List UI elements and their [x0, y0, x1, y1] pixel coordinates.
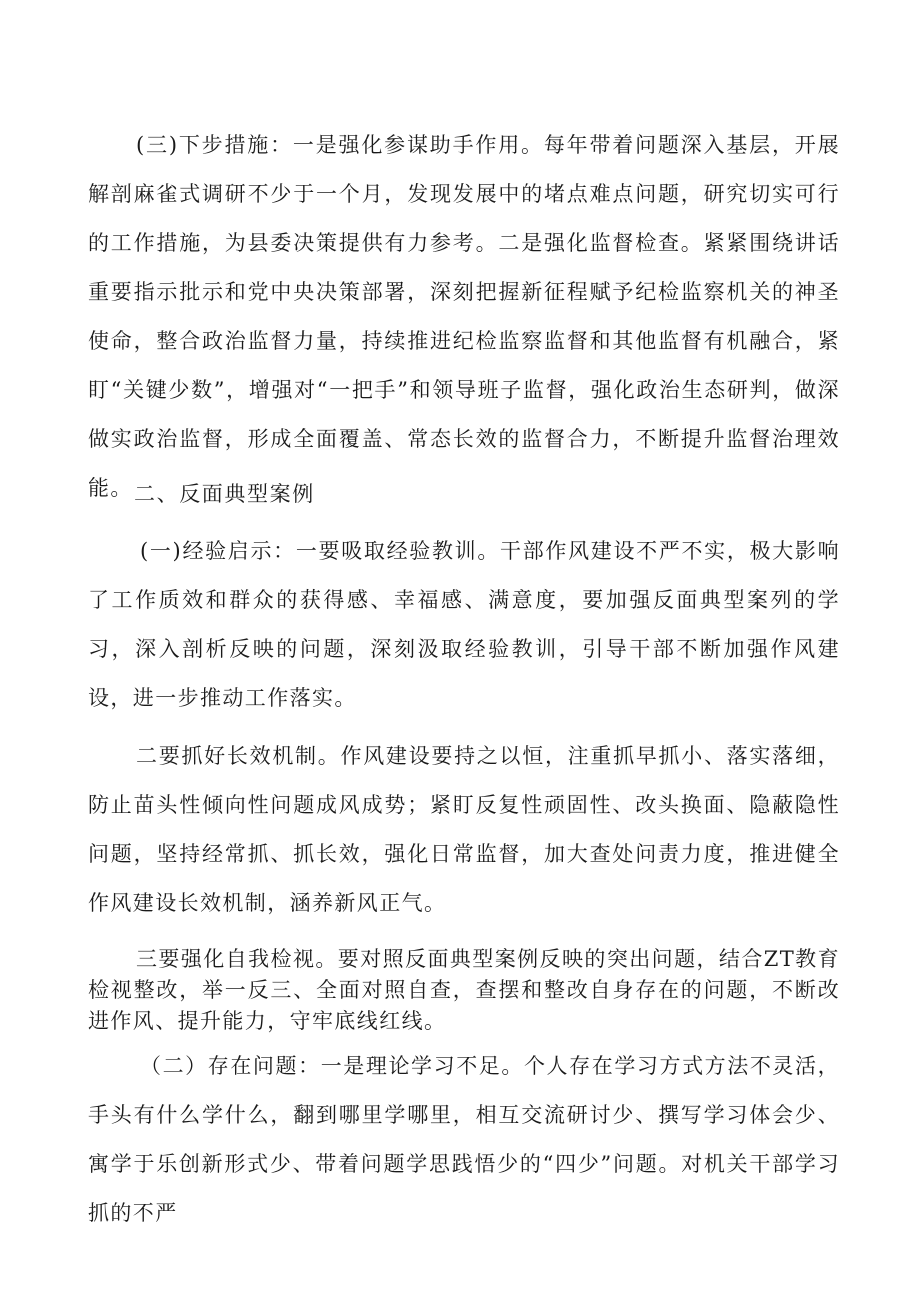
paragraph-self-examination: 三要强化自我检视。要对照反面典型案例反映的突出问题，结合ZT教育检视整改，举一反三、全面对照自查，查摆和整改自身存在的问题，不断改进作风、提升能力，守牢底线红线。 — [88, 947, 840, 1033]
section-heading-negative-cases: 二、反面典型案例 — [134, 482, 315, 506]
paragraph-lessons-learned: (一)经验启示：一要吸取经验教训。干部作风建设不严不实，极大影响了工作质效和群众的获得感、幸福感、满意度，要加强反面典型案列的学习，深入剖析反映的问题，深刻汲取经验教训，引导干部不断加强作风建设，进一步推动工作落实。 — [88, 539, 840, 710]
paragraph-existing-problems: （二）存在问题：一是理论学习不足。个人存在学习方式方法不灵活，手头有什么学什么，翻到哪里学哪里，相互交流研讨少、撰写学习体会少、寓学于乐创新形式少、带着问题学思践悟少的“四少”问题。对机关干部学习抓的不严 — [88, 1054, 840, 1225]
paragraph-next-steps: (三)下步措施：一是强化参谋助手作用。每年带着问题深入基层，开展解剖麻雀式调研不少于一个月，发现发展中的堵点难点问题，研究切实可行的工作措施，为县委决策提供有力参考。二是强化监督检查。紧紧围绕讲话重要指示批示和党中央决策部署，深刻把握新征程赋予纪检监察机关的神圣使命，整合政治监督力量，持续推进纪检监察监督和其他监督有机融合，紧盯“关键少数”，增强对“一把手”和领导班子监督，强化政治生态研判，做深做实政治监督，形成全面覆盖、常态长效的监督合力，不断提升监督治理效能。 — [88, 133, 840, 500]
paragraph-long-term-mechanism: 二要抓好长效机制。作风建设要持之以恒，注重抓早抓小、落实落细，防止苗头性倾向性问题成风成势；紧盯反复性顽固性、改头换面、隐蔽隐性问题，坚持经常抓、抓长效，强化日常监督，加大查处问责力度，推进健全作风建设长效机制，涵养新风正气。 — [88, 744, 840, 915]
